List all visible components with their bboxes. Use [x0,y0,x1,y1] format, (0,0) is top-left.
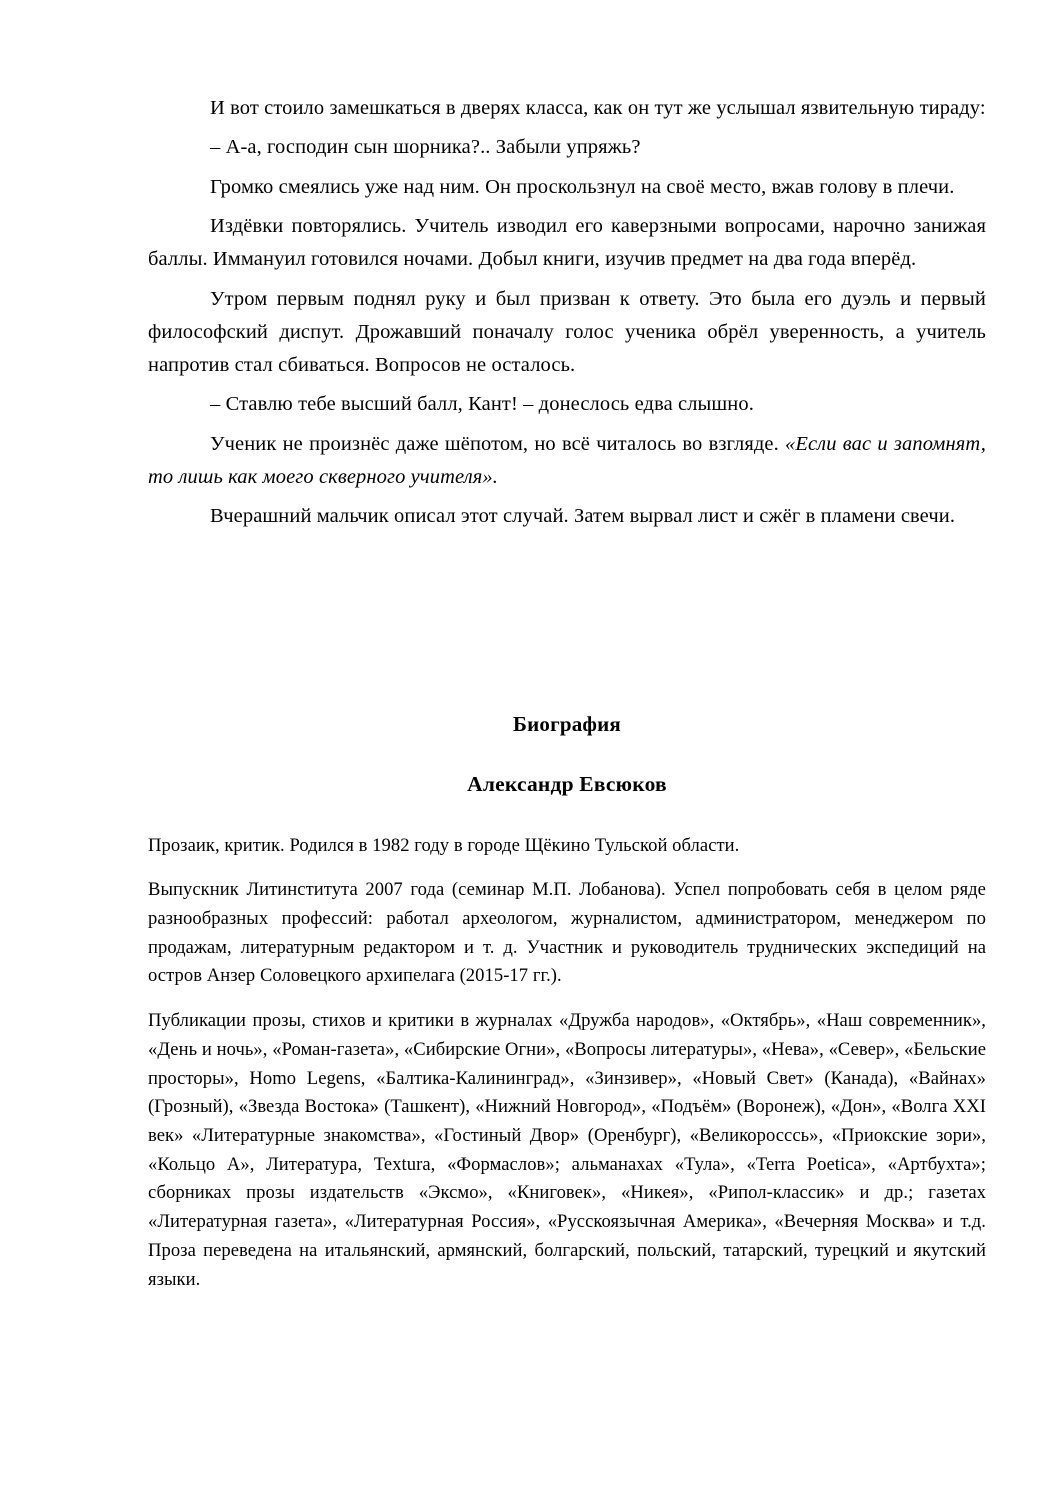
biography-section-title: Биография [513,711,621,736]
biography-section [148,708,986,1295]
section-spacer [148,540,986,708]
biography-author-name: Александр Евсюков [467,772,667,797]
quote-italic-text: «Если вас и запомнят, то лишь как моего скверного учителя». [148,432,986,488]
story-paragraph-1: И вот стоило замешкаться в дверях класса, как он тут же услышал язвительную тираду: [210,97,986,119]
story-paragraph-2: – А-а, господин сын шорника?.. Забыли упряжь? [210,136,641,159]
biography-paragraph-2: Выпускник Литинститута 2007 года (семинар М.П. Лобанова). Успел попробовать себя в целом ряде разнообразных профессий: работал археологом, журналистом, администратором, менеджером по продажам, литературным редактором и т. д. Участник и руководитель труднических экспедиций на остров Анзер Соловецкого архипелага (2015-17 гг.). [148,879,986,987]
story-paragraph-5: Утром первым поднял руку и был призван к ответу. Это была его дуэль и первый философский диспут. Дрожавший поначалу голос ученика обрёл уверенность, а учитель напротив стал сбиваться. Вопросов не осталось. [148,287,986,376]
story-paragraph-3: Громко смеялись уже над ним. Он проскользнул на своё место, вжав голову в плечи. [210,175,955,198]
biography-body [148,832,986,1295]
biography-paragraph-3: Публикации прозы, стихов и критики в журналах «Дружба народов», «Октябрь», «Наш современник», «День и ночь», «Роман-газета», «Сибирские Огни», «Вопросы литературы», «Нева», «Север», «Бельские просторы», Homo Legens, «Балтика-Калининград», «Зинзивер», «Новый Свет» (Канада), «Вайнах» (Грозный), «Звезда Востока» (Ташкент), «Нижний Новгород», «Подъём» (Воронеж), «Дон», «Волга XXI век» «Литературные знакомства», «Гостиный Двор» (Оренбург), «Великоросссь», «Приокские зори», «Кольцо А», Литература, Textura, «Формаслов»; альманахах «Тула», «Terra Poetica», «Артбухта»; сборниках прозы издательств «Эксмо», «Книговек», «Никея», «Рипол-классик» и др.; газетах «Литературная газета», «Литературная Россия», «Русскоязычная Америка», «Вечерняя Москва» и т.д. Проза переведена на итальянский, армянский, болгарский, польский, татарский, турецкий и якутский языки. [148,1010,986,1290]
story-paragraph-quote [148,428,986,494]
page-content [148,92,986,1294]
story-paragraph-6: – Ставлю тебе высший балл, Кант! – донеслось едва слышно. [210,393,754,416]
quote-lead-text: Ученик не произнёс даже шёпотом, но всё читалось во взгляде. [210,432,786,455]
biography-paragraph-1: Прозаик, критик. Родился в 1982 году в городе Щёкино Тульской области. [148,834,740,856]
story-section [148,92,986,533]
story-paragraph-4: Издёвки повторялись. Учитель изводил его каверзными вопросами, нарочно занижая баллы. Иммануил готовился ночами. Добыл книги, изучив предмет на два года вперёд. [148,215,986,271]
story-paragraph-7: Вчерашний мальчик описал этот случай. Затем вырвал лист и сжёг в пламени свечи. [210,505,956,528]
